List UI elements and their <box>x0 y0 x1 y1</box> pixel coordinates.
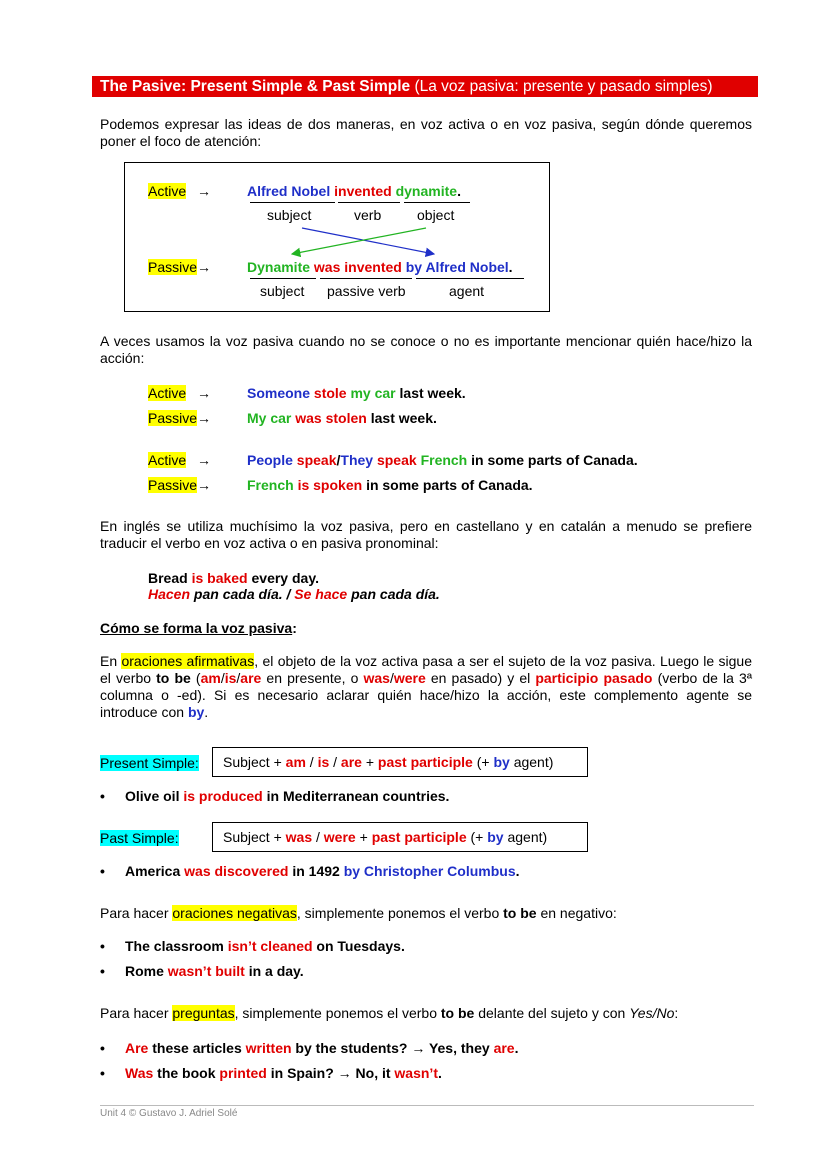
questions-paragraph: Para hacer preguntas, simplemente ponemos el verbo to be delante del sujeto y con Yes/No: <box>100 1005 679 1021</box>
past-formula-box: Subject + was / were + past participle (+ by agent) <box>212 822 588 852</box>
paragraph-2: A veces usamos la voz pasiva cuando no se conoce o no es importante mencionar quién hace/hizo la acción: <box>100 333 752 366</box>
footer: Unit 4 © Gustavo J. Adriel Solé <box>100 1108 238 1119</box>
arrow-icon: → <box>197 385 211 401</box>
ex2-passive-sentence: French is spoken in some parts of Canada. <box>247 477 533 493</box>
section-heading: Cómo se forma la voz pasiva: <box>100 620 297 636</box>
arrow-icon: → <box>197 259 211 275</box>
ex1-active-label: Active <box>148 385 187 401</box>
question-example: • Are these articles written by the students? → Yes, they are. <box>100 1040 519 1056</box>
arrow-icon: → <box>197 452 211 468</box>
arrow-icon: → <box>197 477 211 493</box>
role-subject: subject <box>260 283 305 299</box>
underline <box>320 278 412 279</box>
arrow-icon: → <box>197 183 211 199</box>
past-example: • America was discovered in 1492 by Christopher Columbus. <box>100 863 520 879</box>
role-subject: subject <box>267 207 312 223</box>
title-bold: The Pasive: Present Simple & Past Simple <box>100 78 411 95</box>
role-agent: agent <box>449 283 485 299</box>
ex1-active-sentence: Someone stole my car last week. <box>247 385 466 401</box>
present-example: • Olive oil is produced in Mediterranean countries. <box>100 788 450 804</box>
bread-english: Bread is baked every day. <box>148 570 319 586</box>
role-passive-verb: passive verb <box>327 283 406 299</box>
passive-subject: Dynamite <box>247 259 311 275</box>
diagram-passive-label: Passive <box>148 259 198 275</box>
diagram-active-label: Active <box>148 183 187 199</box>
footer-divider <box>100 1105 754 1106</box>
title-bar <box>92 76 758 97</box>
passive-verb: was invented <box>313 259 402 275</box>
bread-spanish: Hacen pan cada día. / Se hace pan cada día. <box>148 586 440 602</box>
active-subject: Alfred Nobel <box>247 183 331 199</box>
active-sentence: Alfred Nobel invented dynamite. <box>247 183 461 199</box>
ex2-passive-label: Passive <box>148 477 198 493</box>
negatives-paragraph: Para hacer oraciones negativas, simplemente ponemos el verbo to be en negativo: <box>100 905 617 921</box>
present-formula-box: Subject + am / is / are + past participle (+ by agent) <box>212 747 588 777</box>
underline <box>416 278 524 279</box>
active-object: dynamite <box>395 183 458 199</box>
active-verb: invented <box>334 183 392 199</box>
ex2-active-label: Active <box>148 452 187 468</box>
ex2-active-sentence: People speak/They speak French in some parts of Canada. <box>247 452 638 468</box>
passive-agent: by Alfred Nobel <box>405 259 509 275</box>
role-verb: verb <box>354 207 382 223</box>
past-simple-label: Past Simple: <box>100 830 179 846</box>
title-normal: (La voz pasiva: presente y pasado simples) <box>414 78 713 95</box>
negative-example: • Rome wasn’t built in a day. <box>100 963 304 979</box>
question-example: • Was the book printed in Spain? → No, it wasn’t. <box>100 1065 442 1081</box>
subject-to-agent-arrow <box>302 228 434 254</box>
ex1-passive-label: Passive <box>148 410 198 426</box>
ex1-passive-sentence: My car was stolen last week. <box>247 410 437 426</box>
negative-example: • The classroom isn’t cleaned on Tuesdays. <box>100 938 405 954</box>
paragraph-4: En oraciones afirmativas, el objeto de la voz activa pasa a ser el sujeto de la voz pasiva. Luego le sigue el verbo to be (am/is/are en presente, o was/were en pasado) y el participio pasado (verbo de la 3ª columna o -ed). Si es necesario aclarar quién hace/hizo la acción, este complemento agente se introduce con by. <box>100 653 753 720</box>
present-simple-label: Present Simple: <box>100 755 199 771</box>
arrow-icon: → <box>197 410 211 426</box>
role-object: object <box>417 207 455 223</box>
paragraph-3: En inglés se utiliza muchísimo la voz pasiva, pero en castellano y en catalán a menudo se prefiere traducir el verbo en voz activa o en pasiva pronominal: <box>100 518 752 551</box>
object-to-subject-arrow <box>292 228 426 254</box>
underline <box>250 278 316 279</box>
intro-paragraph: Podemos expresar las ideas de dos maneras, en voz activa o en voz pasiva, según dónde queremos poner el foco de atención: <box>100 116 752 149</box>
passive-sentence: Dynamite was invented by Alfred Nobel. <box>247 259 513 275</box>
